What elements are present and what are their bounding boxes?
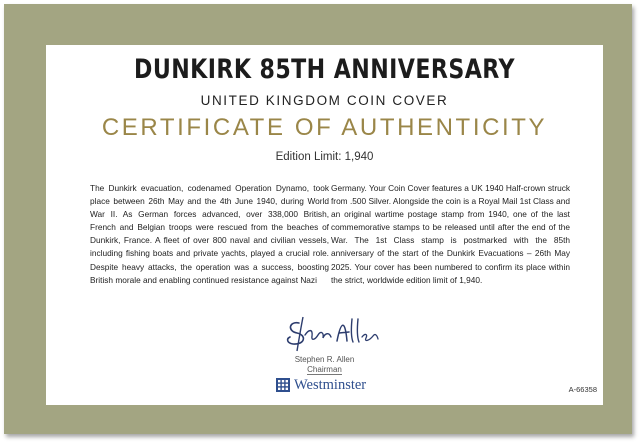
signer-role-line (46, 365, 603, 374)
westminster-logo (276, 376, 366, 394)
signature-icon (281, 313, 381, 353)
body-text-right: Germany. Your Coin Cover features a UK 1940 Half-crown struck from .500 Silver. Alongside the coin is a Royal Mail 1st Class and an original wartime postage stamp from 1940, one of the last commemorative stamps to be released until after the end of the War. The 1st Class stamp is postmarked with the 85th anniversary of the start of the Dunkirk Evacuations – 26th May 2025. Your cover has been numbered to confirm its place within the strict, worldwide edition limit of 1,940. (331, 183, 570, 285)
reference-code: A-66358 (568, 385, 597, 394)
certificate-headline: DUNKIRK 85TH ANNIVERSARY (134, 54, 515, 85)
certificate-subheadline: UNITED KINGDOM COIN COVER (200, 93, 449, 108)
certificate-card (46, 45, 603, 405)
certificate-frame (4, 4, 632, 434)
edition-limit: Edition Limit: 1,940 (275, 151, 374, 163)
certificate-title: CERTIFICATE OF AUTHENTICITY (101, 114, 548, 141)
westminster-grid-logo-icon (276, 378, 290, 392)
signer-role: Chairman (307, 365, 342, 374)
signer-name: Stephen R. Allen (294, 355, 355, 364)
brand-name: Westminster (294, 376, 367, 393)
body-text-left: The Dunkirk evacuation, codenamed Operation Dynamo, took place between 26th May and the 4th June 1940, during World War II. As German forces advanced, over 338,000 British, French and Belgian troops were rescued from the beaches of Dunkirk, France. A fleet of over 800 naval and civilian vessels, including fishing boats and private yachts, played a crucial role. Despite heavy attacks, the operation was a success, boosting British morale and enabling continued resistance against Nazi (90, 183, 329, 285)
